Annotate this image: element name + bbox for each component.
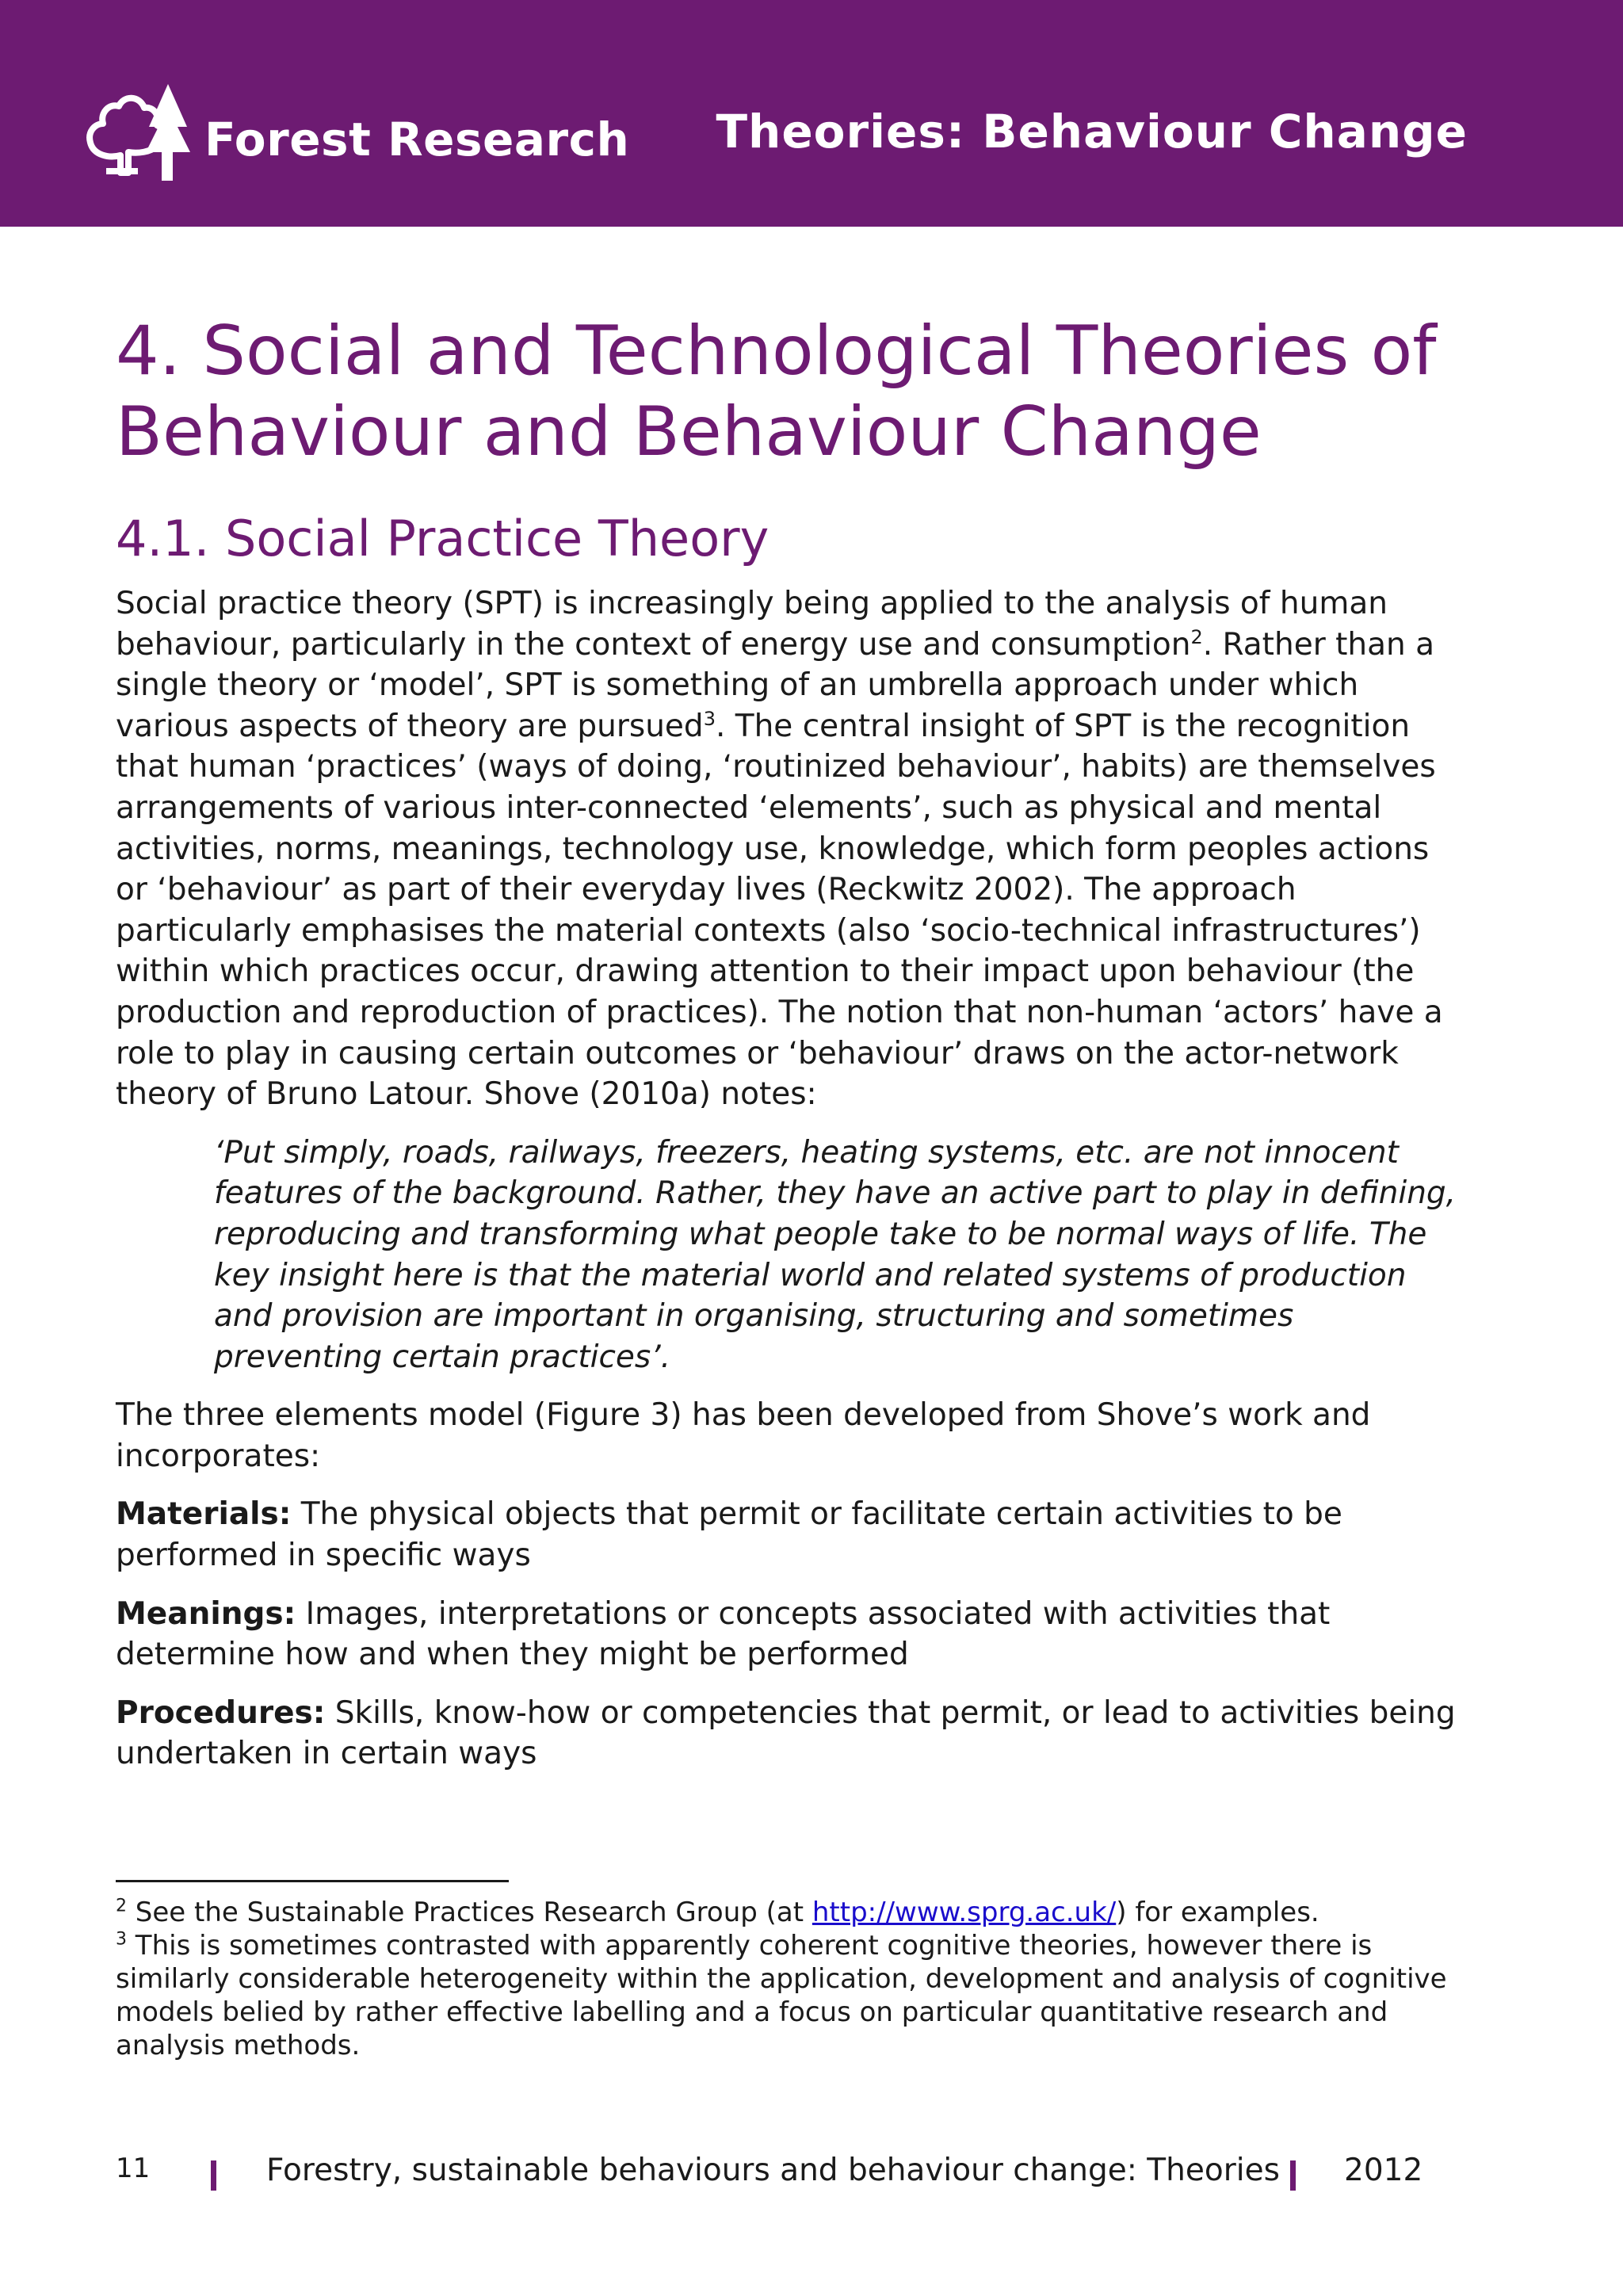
footnote-3 bbox=[116, 1929, 1463, 2062]
intro-paragraph bbox=[116, 583, 1463, 1115]
page-title-line1: 4. Social and Technological Theories of bbox=[116, 311, 1437, 391]
footer-year: 2012 bbox=[1344, 2153, 1423, 2188]
intro-text-3: . The central insight of SPT is the recognition that human ‘practices’ (ways of doing, ‘routinized behaviour’, habits) are themselves arrangements of various inter-connected ‘elements’, such as physical and mental activities, norms, meanings, technology use, knowledge, which form peoples actions or ‘behaviour’ as part of their everyday lives (Reckwitz 2002). The approach particularly emphasises the material contexts (also ‘socio-technical infrastructures’) within which practices occur, drawing attention to their impact upon behaviour (the production and reproduction of practices). The notion that non-human ‘actors’ have a role to play in causing certain outcomes or ‘behaviour’ draws on the actor-network theory of Bruno Latour. Shove (2010a) notes: bbox=[116, 708, 1443, 1113]
footnote-divider bbox=[116, 1880, 509, 1882]
definition-text: Images, interpretations or concepts associated with activities that determine how and when they might be performed bbox=[116, 1595, 1331, 1673]
definition-text: The physical objects that permit or facilitate certain activities to be performed in specific ways bbox=[116, 1496, 1342, 1574]
footnote-text: ) for examples. bbox=[1116, 1897, 1319, 1928]
footer-divider bbox=[1290, 2160, 1296, 2191]
page-footer bbox=[116, 2153, 1463, 2197]
page-number: 11 bbox=[116, 2153, 151, 2184]
tree-logo-icon bbox=[82, 79, 193, 184]
footnote-2 bbox=[116, 1896, 1463, 1929]
definition-procedures bbox=[116, 1693, 1463, 1775]
footnote-ref-3[interactable]: 3 bbox=[703, 707, 716, 730]
section-heading: 4.1. Social Practice Theory bbox=[116, 510, 769, 567]
definition-text: Skills, know-how or competencies that permit, or lead to activities being undertaken in certain ways bbox=[116, 1694, 1456, 1772]
block-quote: ‘Put simply, roads, railways, freezers, heating systems, etc. are not innocent features of the background. Rather, they have an active part to play in defining, reproducing and transforming what people take to be normal ways of life. The key insight here is that the material world and related systems of production and provision are important in organising, structuring and sometimes preventing certain practices’. bbox=[214, 1134, 1457, 1375]
footnote-number: 3 bbox=[116, 1929, 127, 1950]
footnote-text: This is sometimes contrasted with apparently coherent cognitive theories, however there is similarly considerable heterogeneity within the application, development and analysis of cognitive models belied by rather effective labelling and a focus on particular quantitative research and analysis methods. bbox=[116, 1930, 1447, 2061]
footnote-number: 2 bbox=[116, 1896, 127, 1916]
header-title: Theories: Behaviour Change bbox=[716, 105, 1468, 159]
footnotes bbox=[116, 1896, 1463, 2062]
definition-term: Materials: bbox=[116, 1496, 292, 1533]
footnote-text: See the Sustainable Practices Research Group (at bbox=[127, 1897, 812, 1928]
definition-materials bbox=[116, 1494, 1463, 1576]
page-title-line2: Behaviour and Behaviour Change bbox=[116, 392, 1262, 472]
definition-term: Procedures: bbox=[116, 1694, 326, 1731]
footer-divider bbox=[211, 2160, 216, 2191]
main-content bbox=[116, 311, 1463, 1775]
page-header bbox=[0, 0, 1623, 227]
definition-term: Meanings: bbox=[116, 1595, 296, 1632]
page-title bbox=[116, 311, 1463, 472]
footnote-ref-2[interactable]: 2 bbox=[1190, 625, 1203, 648]
three-elements-paragraph: The three elements model (Figure 3) has been developed from Shove’s work and incorporates: bbox=[116, 1397, 1371, 1474]
definition-meanings bbox=[116, 1594, 1463, 1675]
sprg-link[interactable]: http://www.sprg.ac.uk/ bbox=[812, 1897, 1117, 1928]
footer-title: Forestry, sustainable behaviours and behaviour change: Theories bbox=[266, 2153, 1280, 2188]
intro-text-2: . Rather than a single theory or ‘model’, SPT is something of an umbrella approach under which various aspects of theory are pursued bbox=[116, 626, 1435, 744]
intro-text-1: Social practice theory (SPT) is increasingly being applied to the analysis of human behaviour, particularly in the context of energy use and consumption bbox=[116, 586, 1388, 663]
logo-text: Forest Research bbox=[204, 113, 630, 166]
